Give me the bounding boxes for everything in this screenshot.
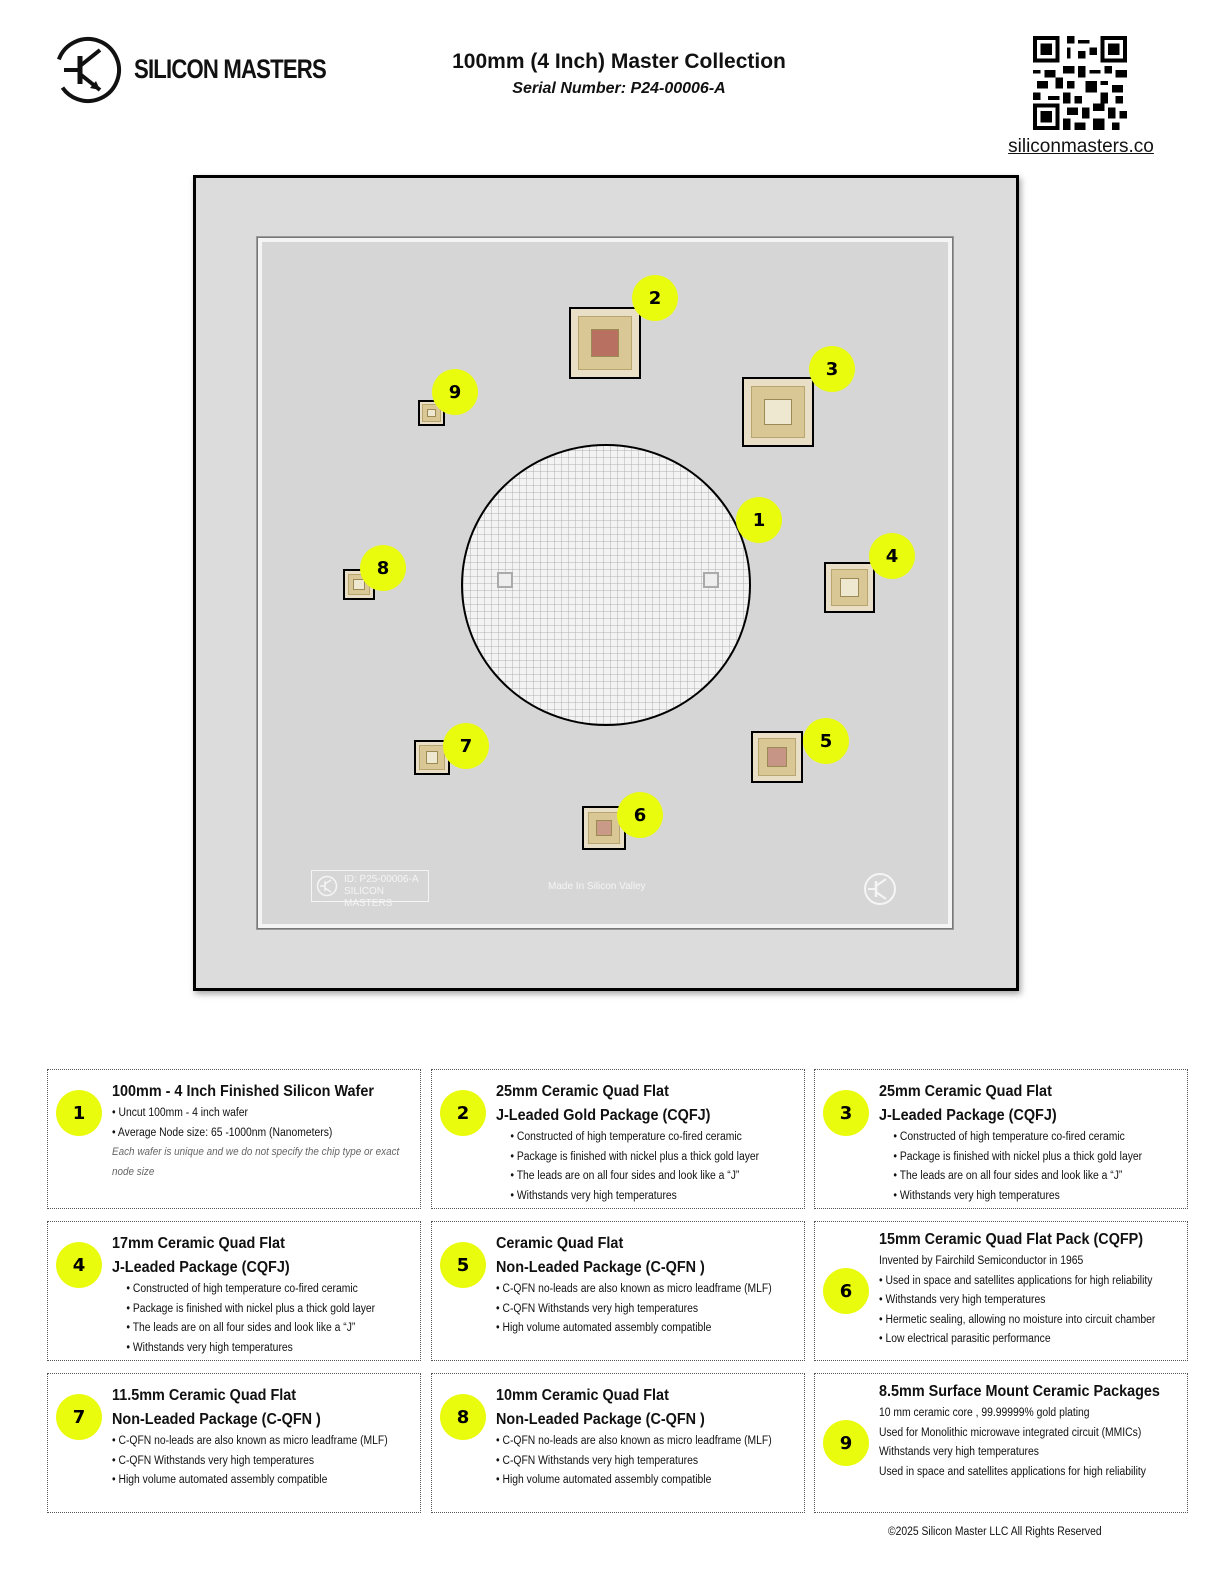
legend-bullet: • High volume automated assembly compatible <box>496 1322 712 1334</box>
chip-25mm-cqfj <box>742 377 814 447</box>
legend-number-badge: 3 <box>823 1090 869 1136</box>
legend-number-badge: 8 <box>440 1394 486 1440</box>
legend-bullet: • Average Node size: 65 -1000nm (Nanometers) <box>112 1126 333 1139</box>
legend-bullet: • Withstands very high temperatures <box>879 1294 1046 1306</box>
legend-number-badge: 4 <box>56 1242 102 1288</box>
legend-bullet: • C-QFN Withstands very high temperatures <box>112 1454 315 1467</box>
legend-card-8 <box>431 1373 805 1513</box>
marker-1[interactable]: 1 <box>736 497 782 543</box>
brand-mark-icon <box>316 875 338 897</box>
legend-bullet: • C-QFN no-leads are also known as micro leadframe (MLF) <box>496 1435 772 1447</box>
legend-card-6 <box>814 1221 1188 1361</box>
legend-bullet: • High volume automated assembly compatible <box>112 1474 328 1486</box>
legend-bullet: • The leads are on all four sides and look like a “J” <box>510 1170 740 1182</box>
silicon-wafer <box>461 444 751 726</box>
legend-text <box>879 1080 1181 1206</box>
legend-title: Non-Leaded Package (C-QFN ) <box>496 1259 705 1276</box>
marker-9[interactable]: 9 <box>432 369 478 415</box>
legend-title: 25mm Ceramic Quad Flat <box>496 1083 669 1100</box>
legend-bullet: • Uncut 100mm - 4 inch wafer <box>112 1107 248 1119</box>
legend-text <box>496 1384 798 1491</box>
legend-number-badge: 5 <box>440 1242 486 1288</box>
legend-text <box>879 1380 1181 1482</box>
legend-title: 17mm Ceramic Quad Flat <box>112 1235 285 1252</box>
legend-number-badge: 6 <box>823 1268 869 1314</box>
legend-bullet: • High volume automated assembly compatible <box>496 1474 712 1486</box>
marker-5[interactable]: 5 <box>803 718 849 764</box>
legend-bullet: • Constructed of high temperature co-fired ceramic <box>126 1283 358 1295</box>
legend-bullet: • Withstands very high temperatures <box>126 1341 293 1354</box>
legend-title: Ceramic Quad Flat <box>496 1235 624 1252</box>
marker-8[interactable]: 8 <box>360 545 406 591</box>
legend-number-badge: 1 <box>56 1090 102 1136</box>
legend-card-7 <box>47 1373 421 1513</box>
legend-bullet: • Package is finished with nickel plus a thick gold layer <box>510 1150 760 1163</box>
legend-bullet: • Constructed of high temperature co-fired ceramic <box>893 1131 1125 1143</box>
legend-bullet: • Package is finished with nickel plus a thick gold layer <box>126 1302 376 1315</box>
legend-text <box>112 1384 414 1491</box>
chip-25mm-cqfj-gold <box>569 307 641 379</box>
chip-17mm-cqfj <box>824 562 875 613</box>
legend-card-9 <box>814 1373 1188 1513</box>
legend-card-4 <box>47 1221 421 1361</box>
legend-bullet: • The leads are on all four sides and look like a “J” <box>126 1322 356 1334</box>
marker-7[interactable]: 7 <box>443 723 489 769</box>
copyright: ©2025 Silicon Master LLC All Rights Reserved <box>888 1526 1102 1538</box>
legend-bullet: Invented by Fairchild Semiconductor in 1965 <box>879 1255 1084 1267</box>
legend-bullet: • C-QFN no-leads are also known as micro leadframe (MLF) <box>496 1283 772 1295</box>
legend-number-badge: 7 <box>56 1394 102 1440</box>
legend-bullet: • Used in space and satellites applications for high reliability <box>879 1274 1153 1287</box>
legend-card-3 <box>814 1069 1188 1209</box>
wafer-alignment-mark <box>497 572 513 588</box>
chip-cqfn <box>751 731 803 783</box>
legend-note: Each wafer is unique and we do not specify the chip type or exact <box>112 1146 400 1158</box>
legend-title: 11.5mm Ceramic Quad Flat <box>112 1387 297 1404</box>
marker-3[interactable]: 3 <box>809 346 855 392</box>
legend-bullet: • Hermetic sealing, allowing no moisture into circuit chamber <box>879 1313 1156 1326</box>
legend-text <box>112 1080 414 1182</box>
legend-text <box>112 1232 414 1358</box>
serial-number: Serial Number: P24-00006-A <box>512 80 726 97</box>
legend-bullet: • C-QFN Withstands very high temperatures <box>496 1302 699 1315</box>
legend-card-1 <box>47 1069 421 1209</box>
marker-6[interactable]: 6 <box>617 792 663 838</box>
legend-title: J-Leaded Package (CQFJ) <box>879 1107 1057 1124</box>
frame-id-plate <box>311 870 429 909</box>
legend-title: J-Leaded Gold Package (CQFJ) <box>496 1107 711 1124</box>
legend-number-badge: 2 <box>440 1090 486 1136</box>
legend-note: node size <box>112 1165 155 1178</box>
corner-logo-icon <box>863 872 897 906</box>
legend-bullet: • Withstands very high temperatures <box>893 1189 1060 1202</box>
legend-bullet: • The leads are on all four sides and look like a “J” <box>893 1170 1123 1182</box>
legend-bullet: Withstands very high temperatures <box>879 1446 1039 1458</box>
legend-card-2 <box>431 1069 805 1209</box>
wafer-alignment-mark <box>703 572 719 588</box>
marker-2[interactable]: 2 <box>632 275 678 321</box>
legend-title: Non-Leaded Package (C-QFN ) <box>496 1411 705 1428</box>
legend-bullet: • C-QFN Withstands very high temperatures <box>496 1454 699 1467</box>
marker-4[interactable]: 4 <box>869 533 915 579</box>
frame-id-brand: SILICON MASTERS <box>344 886 393 909</box>
legend-title: 10mm Ceramic Quad Flat <box>496 1387 669 1404</box>
legend-text <box>496 1080 798 1206</box>
legend-bullet: • Constructed of high temperature co-fired ceramic <box>510 1131 742 1143</box>
legend-bullet: • Low electrical parasitic performance <box>879 1333 1051 1345</box>
legend-title: 25mm Ceramic Quad Flat <box>879 1083 1052 1100</box>
legend-title: Non-Leaded Package (C-QFN ) <box>112 1411 321 1428</box>
legend-title: 100mm - 4 Inch Finished Silicon Wafer <box>112 1083 374 1100</box>
legend-text <box>879 1228 1181 1350</box>
legend-bullet: • C-QFN no-leads are also known as micro leadframe (MLF) <box>112 1435 388 1447</box>
legend-number-badge: 9 <box>823 1420 869 1466</box>
website-link[interactable]: siliconmasters.co <box>1008 136 1154 157</box>
qr-code-icon[interactable] <box>1033 36 1127 130</box>
page-title: 100mm (4 Inch) Master Collection <box>452 50 786 73</box>
legend-card-5 <box>431 1221 805 1361</box>
legend-title: J-Leaded Package (CQFJ) <box>112 1259 290 1276</box>
legend-bullet: Used for Monolithic microwave integrated circuit (MMICs) <box>879 1426 1142 1439</box>
legend-text <box>496 1232 798 1339</box>
legend-title: 15mm Ceramic Quad Flat Pack (CQFP) <box>879 1231 1144 1248</box>
brand-name: SILICON MASTERS <box>134 54 326 84</box>
legend-bullet: • Package is finished with nickel plus a thick gold layer <box>893 1150 1143 1163</box>
legend-bullet: • Withstands very high temperatures <box>510 1189 677 1202</box>
legend-title: 8.5mm Surface Mount Ceramic Packages <box>879 1383 1160 1400</box>
frame-id: ID: P25-00006-A <box>344 874 419 885</box>
legend-bullet: Used in space and satellites applications for high reliability <box>879 1465 1146 1478</box>
legend-bullet: 10 mm ceramic core , 99.99999% gold plating <box>879 1407 1090 1419</box>
made-in-label: Made In Silicon Valley <box>548 881 646 892</box>
